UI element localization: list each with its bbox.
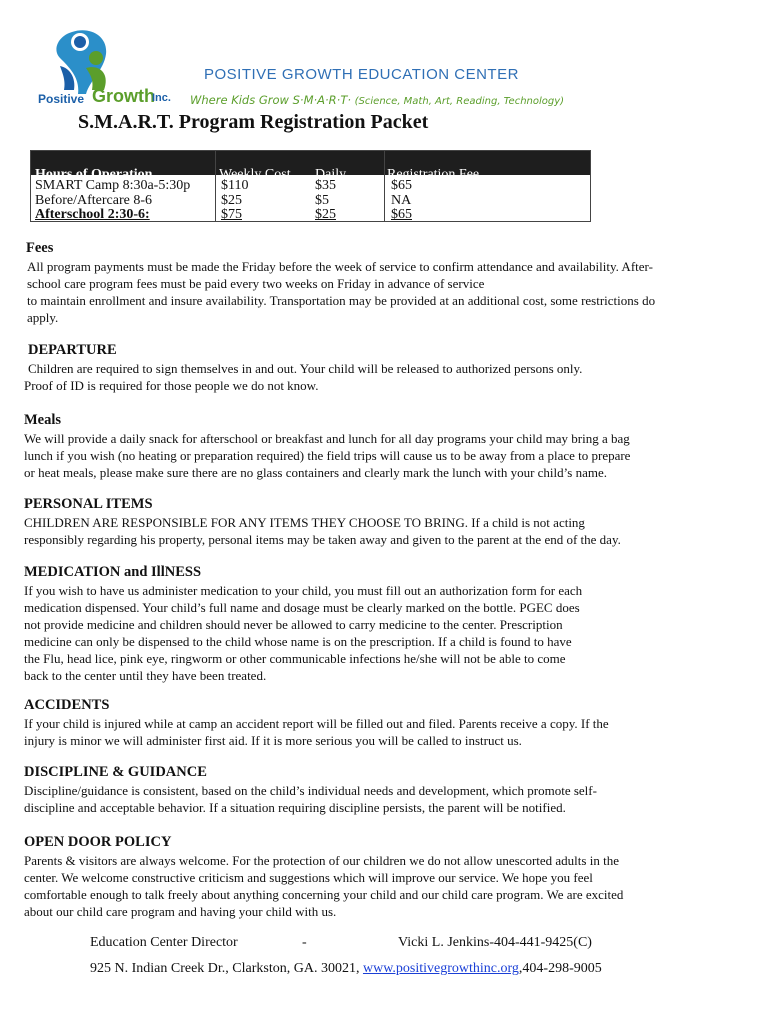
text-line: medicine can only be dispensed to the child whose name is on the prescription. If a child is found to have [24,634,572,649]
director-dash: - [302,935,307,950]
text-line: not provide medicine and children should never be allowed to carry medicine to the center. Prescription [24,617,563,632]
text-line: If your child is injured while at camp an accident report will be filled out and filed. Parents receive a copy. If the [24,716,609,731]
director-contact: Vicki L. Jenkins-404-441-9425(C) [398,935,592,950]
departure-heading: DEPARTURE [28,342,117,358]
open-door-heading: OPEN DOOR POLICY [24,834,172,850]
text-line: to maintain enrollment and insure availability. Transportation may be provided at an additional cost, some restrictions do [27,293,656,308]
meals-text [24,430,714,481]
accidents-text [24,715,714,749]
row-1-registration: $65 [391,178,412,193]
company-logo [30,28,175,114]
page-title: S.M.A.R.T. Program Registration Packet [78,111,429,133]
header-weekly: Weekly Cost [219,167,291,182]
text-line: Discipline/guidance is consistent, based on the child’s individual needs and development, which promote self- [24,783,597,798]
text-line: or heat meals, please make sure there are no glass containers and clearly mark the lunch with your child’s name. [24,465,607,480]
header-hours: Hours of Operation [35,167,153,182]
meals-heading: Meals [24,412,62,428]
logo-text-inc: Inc. [152,92,171,104]
text-line: responsibly regarding his property, personal items may be taken away and given to the parent at the end of the day. [24,532,621,547]
logo-text-growth: Growth [92,86,155,106]
text-line: If you wish to have us administer medication to your child, you must fill out an authorization form for each [24,583,583,598]
text-line: We will provide a daily snack for afterschool or breakfast and lunch for all day programs your child may bring a bag [24,431,630,446]
header-registration: Registration Fee [387,167,480,182]
office-phone: ,404-298-9005 [518,961,602,976]
director-label: Education Center Director [90,935,238,950]
text-line: Parents & visitors are always welcome. For the protection of our children we do not allow unescorted adults in the [24,853,619,868]
fees-text [27,258,717,326]
website-link[interactable]: www.positivegrowthinc.org [362,961,519,976]
text-line: school care program fees must be paid every two weeks on Friday in advance of service [27,276,485,291]
row-1-daily: $35 [315,178,336,193]
personal-items-heading: PERSONAL ITEMS [24,496,153,512]
row-2-program: Before/Aftercare 8-6 [35,193,152,208]
tagline-main: Where Kids Grow S·M·A·R·T· [190,93,351,107]
row-1-program: SMART Camp 8:30a-5:30p [35,178,191,193]
accidents-heading: ACCIDENTS [24,697,110,713]
logo-text-positive: Positive [38,92,85,106]
text-line: apply. [27,310,59,325]
medication-heading: MEDICATION and IllNESS [24,564,202,580]
row-2-daily: $5 [315,193,329,208]
text-line: comfortable enough to talk freely about anything concerning your child and our child care program. We are excited [24,887,624,902]
column-divider [384,151,385,221]
text-line: Proof of ID is required for those people we do not know. [24,378,319,393]
medication-text [24,582,714,684]
row-2-registration: NA [391,193,412,208]
text-line: lunch if you wish (no heating or preparation required) the field trips will cause us to be away from a place to prepare [24,448,631,463]
text-line: medication dispensed. Your child’s full name and dosage must be clearly marked on the bottle. PGEC does [24,600,580,615]
personal-items-text [24,514,714,548]
text-line: All program payments must be made the Friday before the week of service to confirm attendance and availability. After- [27,259,653,274]
open-door-text [24,852,714,920]
row-3-weekly: $75 [221,207,242,222]
departure-text [24,360,714,394]
header-daily: Daily [315,167,347,182]
discipline-heading: DISCIPLINE & GUIDANCE [24,764,207,780]
fees-heading: Fees [26,240,54,256]
tagline [190,93,564,107]
row-3-daily: $25 [315,207,336,222]
column-divider [215,151,216,221]
address-line [90,961,602,977]
discipline-text [24,782,714,816]
row-1-weekly: $110 [221,178,249,193]
text-line: back to the center until they have been treated. [24,668,267,683]
hours-table [30,150,591,222]
address-text: 925 N. Indian Creek Dr., Clarkston, GA. 30021, [90,961,363,976]
organization-name: POSITIVE GROWTH EDUCATION CENTER [204,66,519,83]
text-line: Children are required to sign themselves in and out. Your child will be released to authorized persons only. [28,361,583,376]
row-3-program: Afterschool 2:30-6: [35,207,150,222]
text-line: center. We welcome constructive criticism and suggestions which will improve our service. We hope you feel [24,870,593,885]
text-line: injury is minor we will administer first aid. If it is more serious you will be called to instruct us. [24,733,522,748]
text-line: about our child care program and having your child with us. [24,904,337,919]
tagline-sub: (Science, Math, Art, Reading, Technology) [354,96,565,107]
row-3-registration: $65 [391,207,412,222]
row-2-weekly: $25 [221,193,242,208]
text-line: discipline and acceptable behavior. If a situation requiring discipline persists, the parent will be notified. [24,800,566,815]
text-line: CHILDREN ARE RESPONSIBLE FOR ANY ITEMS THEY CHOOSE TO BRING. If a child is not acting [24,515,585,530]
text-line: the Flu, head lice, pink eye, ringworm or other communicable infections he/she will not be able to come [24,651,566,666]
